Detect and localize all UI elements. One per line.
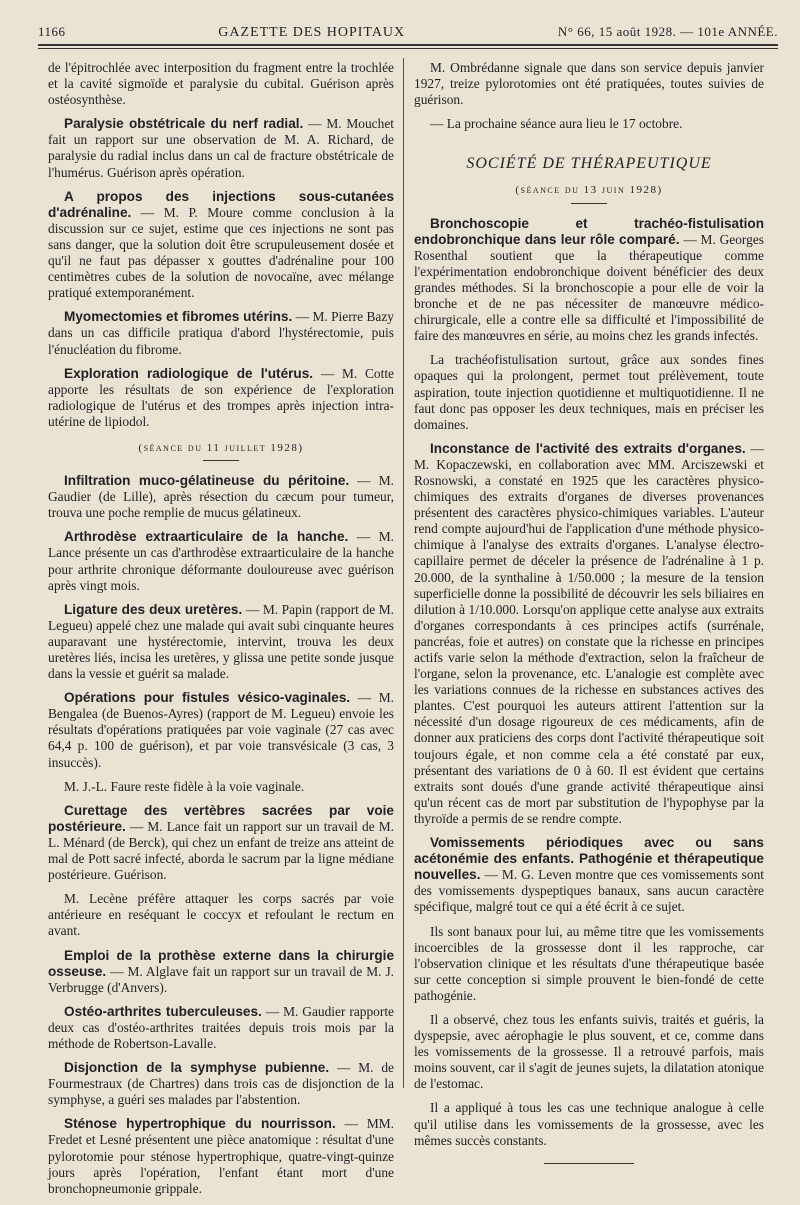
paragraph: Il a appliqué à tous les cas une technique analogue à celle qu'il utilise dans les vomissements de la grossesse, avec les mêmes succès constants. [414, 1100, 764, 1148]
paragraph: Il a observé, chez tous les enfants suivis, traités et guéris, la dyspepsie, avec aérophagie le plus souvent, et ce, comme dans les vomissements de la grossesse. Il a retrouvé parfois, mais moins souvent, car il s'agit de jeunes sujets, la dilatation atonique de l'estomac. [414, 1011, 764, 1092]
article-body: — M. Bengalea (de Buenos-Ayres) (rapport de M. Legueu) envoie les résultats d'opérations pratiquées par voie vaginale (27 cas avec 64,4 p. 100 de guérison), et par voie transvésicale (3 cas, 3 insuccès). [48, 690, 395, 770]
article-heading: Sténose hypertrophique du nourrisson. [64, 1116, 336, 1132]
article-body: — M. P. Moure comme conclusion à la discussion sur ce sujet, estime que ces injections ne sont pas sans danger, que la solution doit être scrupuleusement dosée et qu'il ne faut pas dépasser x gouttes d'adrénaline pour 100 centimètres cubes de la solution de novocaïne, avec mélange pratiqué extemporanément. [48, 204, 394, 301]
article-body: — M. Gaudier (de Lille), après résection du cæcum pour tumeur, trouva une poche remplie de mucus gélatineux. [48, 473, 394, 521]
paragraph: M. J.-L. Faure reste fidèle à la voie vaginale. [64, 778, 305, 794]
header-rule-thin [38, 48, 778, 49]
separator [571, 203, 607, 204]
article-heading: Arthrodèse extraarticulaire de la hanche. [64, 529, 349, 545]
article-heading: Inconstance de l'activité des extraits d'organes. [430, 440, 746, 456]
article-heading: Bronchoscopie et trachéo-fistulisation endobronchique dans leur rôle comparé. [414, 215, 764, 247]
article-heading: Disjonction de la symphyse pubienne. [64, 1060, 330, 1076]
session-date: (séance du 13 juin 1928) [515, 184, 663, 197]
article [48, 189, 394, 302]
article-heading: Ligature des deux uretères. [64, 601, 243, 617]
column-divider [403, 58, 404, 1088]
article [48, 529, 394, 593]
paragraph: M. Ombrédanne signale que dans son service depuis janvier 1927, treize pylorotomies ont été pratiquées, toutes suivies de guérison. [414, 60, 764, 108]
paragraph: — La prochaine séance aura lieu le 17 octobre. [430, 116, 683, 132]
article-heading: Emploi de la prothèse externe dans la chirurgie osseuse. [48, 947, 394, 979]
article [48, 690, 394, 770]
article-body: — M. Papin (rapport de M. Legueu) appelé chez une malade qui avait subi cinquante heures auparavant une hystérectomie, intervint, trouva les deux uretères liés, incisa les uretères, y glissa une petite sonde jusque dans la vessie et guérit sa malade. [48, 601, 394, 682]
article-heading: Infiltration muco-gélatineuse du péritoine. [64, 473, 350, 489]
article [48, 803, 394, 883]
article-body: — M. G. Leven montre que ces vomissements sont des vomissements dyspeptiques banaux, sans aucun caractère spécifique, malgré tout ce qui a été écrit à ce sujet. [414, 867, 764, 915]
page-number: 1166 [38, 24, 66, 39]
article-heading: Exploration radiologique de l'utérus. [64, 365, 314, 381]
left-column [48, 60, 394, 1205]
session-date: (séance du 11 juillet 1928) [138, 441, 304, 454]
article-body: — M. Gaudier rapporte deux cas d'ostéo-arthrites traitées depuis trois mois par la méthode de Robertson-Lavalle. [48, 1003, 394, 1051]
article [48, 309, 394, 357]
paragraph: La trachéofistulisation surtout, grâce aux sondes fines opaques qui la prolongent, permet tout prélèvement, toute aspiration, toute injection quotidienne et multiquotidienne. Il ne faut donc pas opposer les deux techniques, mais en préciser les domaines. [414, 352, 764, 432]
article [48, 948, 394, 996]
article-body: — M. Pierre Bazy dans un cas difficile pratiqua d'abord l'hystérectomie, puis l'énucléation du fibrome. [48, 309, 394, 357]
separator [203, 460, 239, 461]
right-column [414, 60, 764, 1164]
article-body: — M. Georges Rosenthal soutient que la thérapeutique comme l'expérimentation endobronchique doivent bénéficier des deux grandes méthodes. Si la bronchoscopie a pour elle de voir la bronche et de ne pas nécessiter de manœuvre médico-chirurgicale, elle a contre elle sa difficulté et l'impossibilité de faire des manœuvres en série, au moins chez les grands infectés. [414, 231, 764, 344]
section-title: SOCIÉTÉ DE THÉRAPEUTIQUE [466, 155, 712, 173]
article-heading: Curettage des vertèbres sacrées par voie postérieure. [48, 802, 394, 834]
article [414, 216, 764, 345]
page-header [38, 24, 778, 44]
article [48, 1060, 394, 1108]
article-body: — M. Kopaczewski, en collaboration avec MM. Arciszewski et Rosnowski, a constaté en 1925 que les caractères physico-chimiques des extraits d'organes de diverses provenances présentent des caractères physico-chimiques variables. L'auteur rend compte aujourd'hui de l'application d'une méthode physico-chimique à l'analyse des extraits d'organes. L'analyse électro-capillaire permet de déceler la présence de l'adrénaline à 1 p. 20.000, de la synthaline à 1/50.000 ; la mesure de la tension superficielle donne la possibilité de découvrir les sels biliaires en dilution à 1/10.000. Lorsqu'on applique cette analyse aux extraits d'organes correspondants à ces principes actifs (surrénale, pancréas, foie et autres) on constate que la richesse en principes actifs varie selon la méthode d'extraction, selon la fraîcheur de l'organe, selon la provenance, etc. L'analogie est complète avec les variations connues de la richesse en substances actives des plantes. C'est pourquoi les auteurs attirent l'attention sur la nécessité d'un dosage rigoureux de ces médicaments, afin de donner aux praticiens des corps dont l'activité thérapeutique soit toujours égale, et non comme cela a été constaté par eux, présentant des variations de 0 à 60. Il est évident que certains extraits sont doués d'une grande activité thérapeutique ainsi qu'un récent cas de mort par substitution de l'hypophyse par la thyroïde a permis de se rendre compte. [414, 440, 764, 826]
article [48, 602, 394, 682]
article-heading: Vomissements périodiques avec ou sans acétonémie des enfants. Pathogénie et thérapeutique nouvelles. [414, 835, 764, 883]
article-heading: Ostéo-arthrites tuberculeuses. [64, 1003, 262, 1019]
article-heading: Paralysie obstétricale du nerf radial. [64, 116, 304, 132]
article-heading: Opérations pour fistules vésico-vaginales. [64, 690, 351, 706]
article-body: — M. Cotte apporte les résultats de son expérience de l'exploration radiologique de l'utérus et des trompes après injection intra-utérine de lipiodol. [48, 365, 394, 429]
article-body: — M. Lance fait un rapport sur un travail de M. L. Ménard (de Berck), qui chez un enfant de treize ans atteint de mal de Pott sacré infecté, aborda le sacrum par la ligne médiane postérieure. Guérison. [48, 818, 394, 883]
article [414, 441, 764, 827]
paragraph: de l'épitrochlée avec interposition du fragment entre la trochlée et la cavité sigmoïde et paralysie du cubital. Guérison après ostéosynthèse. [48, 60, 394, 108]
article [48, 473, 394, 521]
article [48, 1116, 394, 1196]
article [48, 116, 394, 180]
header-rule-thick [38, 44, 778, 46]
journal-title: GAZETTE DES HOPITAUX [218, 25, 406, 40]
article-body: — M. Mouchet fait un rapport sur une observation de M. A. Richard, de paralysie du radial inclus dans un cal de fracture obstétricale de l'humérus. Guérison après opération. [48, 116, 394, 180]
article-body: — MM. Fredet et Lesné présentent une pièce anatomique : résultat d'une pylorotomie pour sténose hypertrophique, quatre-vingt-quinze jours après l'opération, l'enfant étant mort d'une bronchopneumonie grippale. [48, 1116, 394, 1196]
article-body: — M. Lance présente un cas d'arthrodèse extraarticulaire de la hanche pour arthrite chronique déformante douloureuse avec guérison après vingt mois. [48, 529, 394, 593]
article-body: — M. de Fourmestraux (de Chartres) dans trois cas de disjonction de la symphyse, a guéri ses malades par l'abstention. [48, 1060, 394, 1108]
paragraph: M. Lecène préfère attaquer les corps sacrés par voie antérieure en reséquant le coccyx et refoulant le rectum en avant. [48, 891, 394, 939]
article-body: — M. Alglave fait un rapport sur un travail de M. J. Verbrugge (d'Anvers). [48, 963, 394, 995]
article [414, 835, 764, 915]
article-heading: Myomectomies et fibromes utérins. [64, 309, 293, 325]
article [48, 1004, 394, 1052]
end-rule [544, 1163, 634, 1164]
issue-info: N° 66, 15 août 1928. — 101e ANNÉE. [557, 24, 778, 39]
article [48, 366, 394, 430]
article-heading: A propos des injections sous-cutanées d'adrénaline. [48, 188, 394, 220]
paragraph: Ils sont banaux pour lui, au même titre que les vomissements incoercibles de la grossesse dont il les rapproche, car l'observation clinique et les résultats d'une thérapeutique basée sur cette conception si simple prouvent le bien-fondé de cette pathogénie. [414, 923, 764, 1003]
